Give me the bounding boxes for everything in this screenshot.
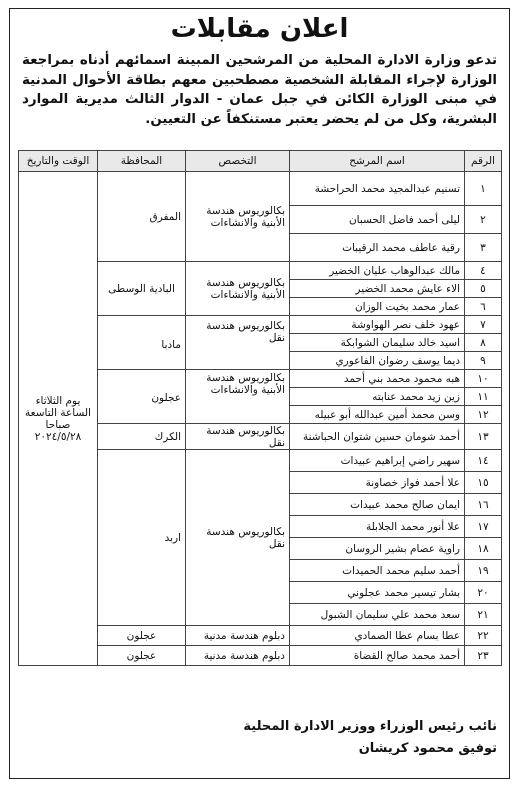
row-name: تسنيم عبدالمجيد محمد الحراحشة [290, 172, 465, 206]
row-num: ١٤ [465, 450, 502, 472]
row-name: وسن محمد أمين عبدالله أبو عبيله [290, 406, 465, 424]
row-num: ٩ [465, 352, 502, 370]
row-spec: بكالوريوس هندسة الأبنية والانشاءات [186, 370, 290, 424]
row-name: أحمد سليم محمد الحميدات [290, 560, 465, 582]
header-num: الرقم [465, 151, 502, 172]
page-title: اعلان مقابلات [170, 14, 349, 44]
row-num: ٥ [465, 280, 502, 298]
row-name: سهير راضي إبراهيم عبيدات [290, 450, 465, 472]
row-num: ٢ [465, 206, 502, 234]
intro-paragraph: تدعو وزارة الادارة المحلية من المرشحين المبينة اسمائهم أدناه بمراجعة الوزارة لإجراء المقابلة الشخصية مصطحبين معهم بطاقة الأحوال المدنية في مبنى الوزارة الكائن في جبل عمان - الدوار الثالث مديرية الموارد البشرية، وكل من لم يحضر يعتبر مستنكفاً عن التعيين. [22, 53, 497, 127]
row-num: ٨ [465, 334, 502, 352]
row-spec: بكالوريوس هندسة الأبنية والانشاءات [186, 172, 290, 262]
row-name: عطا بسام عطا الصمادي [290, 626, 465, 646]
row-num: ١٩ [465, 560, 502, 582]
row-name: أحمد شومان حسين شتوان الحباشنة [290, 424, 465, 450]
row-name: راوية عصام بشير الروسان [290, 538, 465, 560]
row-spec: بكالوريوس هندسة نقل [186, 450, 290, 626]
row-gov: عجلون [98, 646, 186, 666]
row-num: ٧ [465, 316, 502, 334]
date-time-cell: يوم الثلاثاء الساعة التاسعة صباحا ٢٠٢٤/٥/٢٨ [19, 172, 98, 666]
row-num: ١١ [465, 388, 502, 406]
table-header-row [19, 151, 502, 172]
row-num: ١٨ [465, 538, 502, 560]
row-spec: بكالوريوس هندسة نقل [186, 424, 290, 450]
table-row [19, 172, 502, 206]
header-date: الوقت والتاريخ [19, 151, 98, 172]
row-name: ديما يوسف رضوان الفاعوري [290, 352, 465, 370]
row-name: أحمد محمد صالح القضاة [290, 646, 465, 666]
row-name: بشار تيسير محمد عجلوني [290, 582, 465, 604]
row-num: ٢٠ [465, 582, 502, 604]
row-spec: بكالوريوس هندسة نقل [186, 316, 290, 370]
row-spec: دبلوم هندسة مدنية [186, 626, 290, 646]
row-gov: الكرك [98, 424, 186, 450]
row-name: اسيد خالد سليمان الشوابكة [290, 334, 465, 352]
header-spec: التخصص [186, 151, 290, 172]
row-spec: دبلوم هندسة مدنية [186, 646, 290, 666]
row-num: ٣ [465, 234, 502, 262]
header-gov: المحافظة [98, 151, 186, 172]
row-spec: بكالوريوس هندسة الأبنية والانشاءات [186, 262, 290, 316]
row-num: ١٦ [465, 494, 502, 516]
row-gov: البادية الوسطى [98, 262, 186, 316]
header-name: اسم المرشح [290, 151, 465, 172]
row-num: ٦ [465, 298, 502, 316]
signature-role: نائب رئيس الوزراء ووزير الادارة المحلية [243, 719, 497, 734]
row-name: علا أحمد فواز خصاونة [290, 472, 465, 494]
announcement-page [9, 8, 510, 779]
row-name: عهود خلف نصر الهواوشة [290, 316, 465, 334]
row-name: مالك عبدالوهاب عليان الخضير [290, 262, 465, 280]
row-num: ٢٣ [465, 646, 502, 666]
row-num: ١ [465, 172, 502, 206]
row-gov: مادبا [98, 316, 186, 370]
row-name: الاء عايش محمد الخضير [290, 280, 465, 298]
row-gov: اربد [98, 450, 186, 626]
candidates-table [18, 150, 502, 666]
row-name: زين زيد محمد عنابته [290, 388, 465, 406]
row-name: هبه محمود محمد بني أحمد [290, 370, 465, 388]
row-num: ١٢ [465, 406, 502, 424]
row-name: رقية عاطف محمد الرقيبات [290, 234, 465, 262]
row-num: ٢١ [465, 604, 502, 626]
row-num: ٢٢ [465, 626, 502, 646]
row-num: ٤ [465, 262, 502, 280]
row-num: ١٠ [465, 370, 502, 388]
row-gov: المفرق [98, 172, 186, 262]
row-gov: عجلون [98, 370, 186, 424]
row-num: ١٧ [465, 516, 502, 538]
row-name: عمار محمد بخيت الوزان [290, 298, 465, 316]
row-name: سعد محمد علي سليمان الشبول [290, 604, 465, 626]
row-name: ايمان صالح محمد عبيدات [290, 494, 465, 516]
signature-name: توفيق محمود كريشان [358, 741, 497, 756]
row-num: ١٣ [465, 424, 502, 450]
row-num: ١٥ [465, 472, 502, 494]
signature-block [243, 716, 497, 760]
row-name: ليلى أحمد فاضل الحسبان [290, 206, 465, 234]
row-name: علا أنور محمد الجلابلة [290, 516, 465, 538]
row-gov: عجلون [98, 626, 186, 646]
